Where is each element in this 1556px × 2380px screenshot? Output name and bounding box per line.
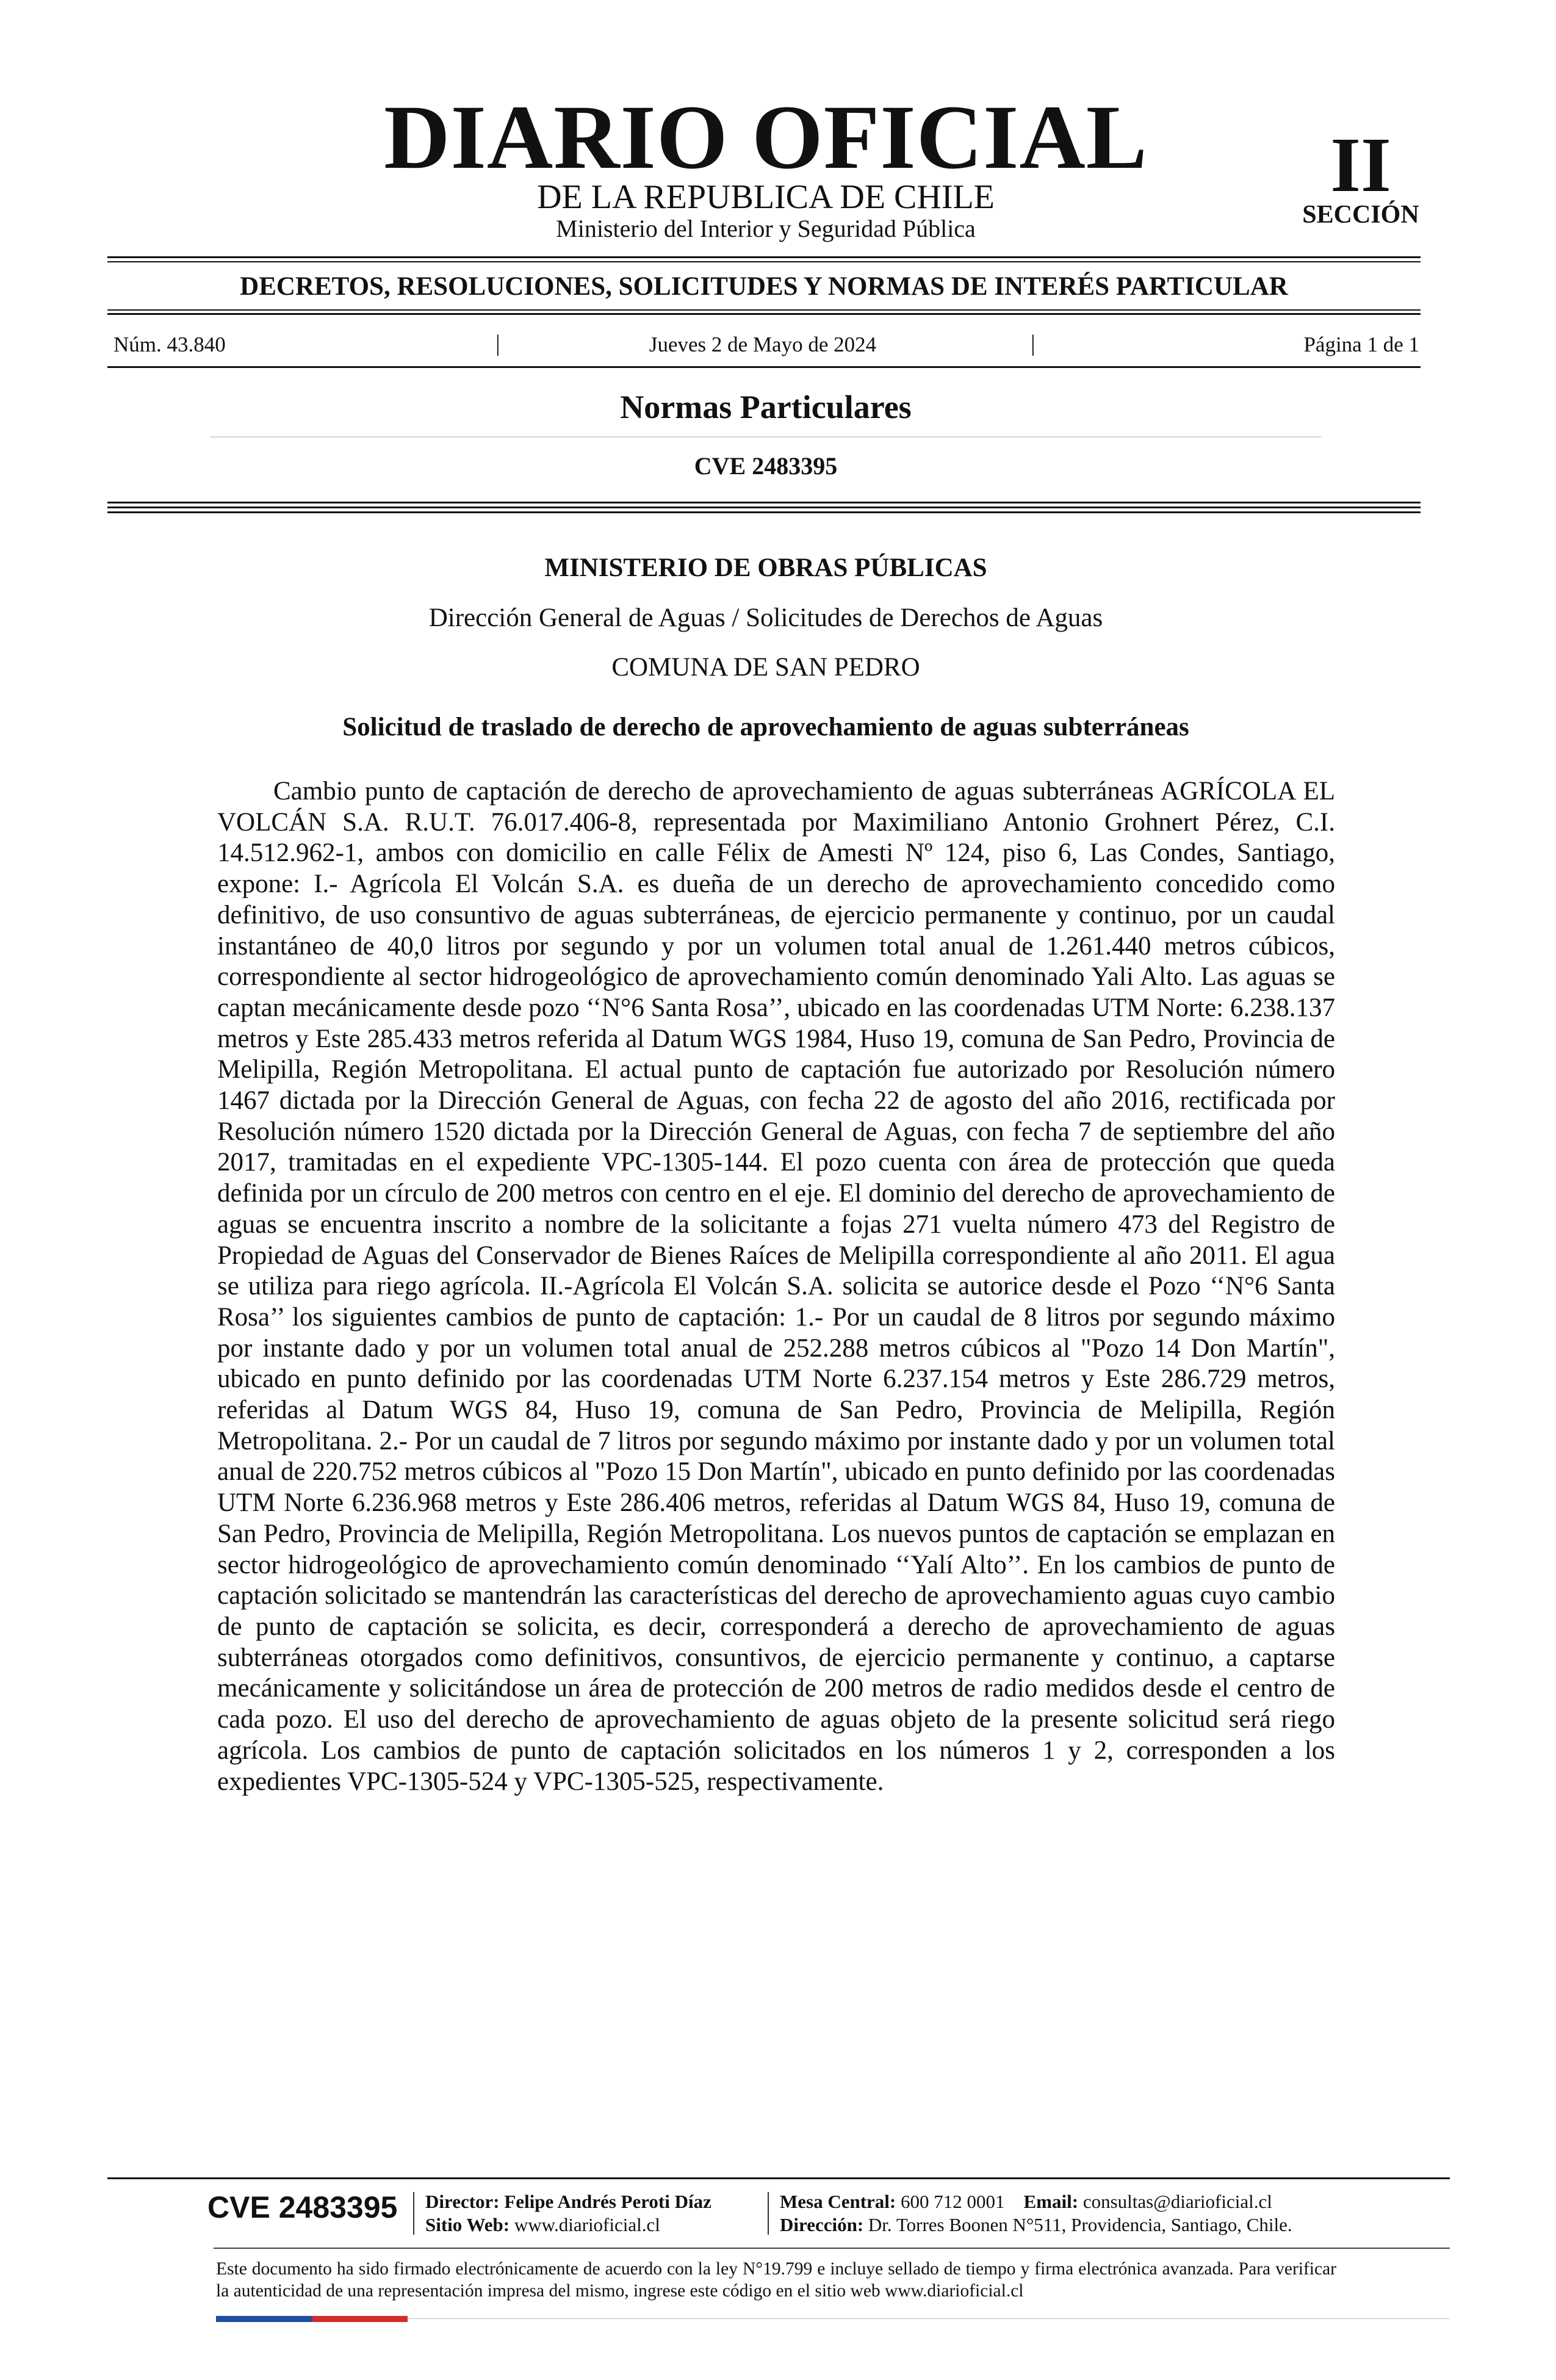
header-rule-2 (107, 507, 1421, 508)
ministry-heading: MINISTERIO DE OBRAS PÚBLICAS (544, 554, 987, 582)
issue-rule (107, 366, 1421, 368)
footer-separator (413, 2192, 414, 2235)
banner-rule-bottom-2 (107, 313, 1421, 315)
footer-director-name: Felipe Andrés Peroti Díaz (504, 2191, 711, 2212)
banner-rule-top-2 (107, 261, 1421, 262)
flag-stripe-red (312, 2316, 408, 2322)
footer-web-link[interactable]: www.diarioficial.cl (514, 2214, 660, 2235)
footer-director-label: Director: (425, 2191, 500, 2212)
section-number: II (1330, 121, 1391, 208)
masthead-ministry: Ministerio del Interior y Seguridad Pública (556, 215, 976, 242)
footer-address (780, 2214, 1292, 2236)
footer-central-phone: 600 712 0001 (901, 2191, 1005, 2212)
footer-separator (768, 2192, 769, 2235)
footer-address-text: Dr. Torres Boonen N°511, Providencia, Santiago, Chile. (868, 2214, 1292, 2235)
footer-email-link[interactable]: consultas@diarioficial.cl (1082, 2191, 1272, 2212)
footer-legal-notice: Este documento ha sido firmado electrónicamente de acuerdo con la ley N°19.799 e incluye sellado de tiempo y firma electrónica avanzada. Para verificar la autenticidad de una representación impresa del mismo, ingrese este código en el sitio web www.diarioficial.cl (216, 2259, 1336, 2301)
footer-divider (214, 2248, 1450, 2249)
issue-page: Página 1 de 1 (1303, 333, 1419, 356)
issue-date: Jueves 2 de Mayo de 2024 (649, 333, 877, 356)
header-rule-1 (107, 502, 1421, 503)
issue-number: Núm. 43.840 (113, 333, 226, 356)
cve-code: CVE 2483395 (694, 452, 838, 480)
banner-rule-top (107, 256, 1421, 258)
norm-type-heading: Normas Particulares (620, 389, 912, 425)
body-paragraph: Cambio punto de captación de derecho de aprovechamiento de aguas subterráneas AGRÍCOLA EL VOLCÁN S.A. R.U.T. 76.017.406-8, representada por Maximiliano Antonio Grohnert Pérez, C.I. 14.512.962-1, ambos con domicilio en calle Félix de Amesti Nº 124, piso 6, Las Condes, Santiago, expone: I.- Agrícola El Volcán S.A. es dueña de un derecho de aprovechamiento concedido como definitivo, de uso consuntivo de aguas subterráneas, de ejercicio permanente y continuo, por un caudal instantáneo de 40,0 litros por segundo y por un volumen total anual de 1.261.440 metros cúbicos, correspondiente al sector hidrogeológico de aprovechamiento común denominado Yali Alto. Las aguas se captan mecánicamente desde pozo ‘‘N°6 Santa Rosa’’, ubicado en las coordenadas UTM Norte: 6.238.137 metros y Este 285.433 metros referida al Datum WGS 1984, Huso 19, comuna de San Pedro, Provincia de Melipilla, Región Metropolitana. El actual punto de captación fue autorizado por Resolución número 1467 dictada por la Dirección General de Aguas, con fecha 22 de agosto del año 2016, rectificada por Resolución número 1520 dictada por la Dirección General de Aguas, con fecha 7 de septiembre del año 2017, tramitadas en el expediente VPC-1305-144. El pozo cuenta con área de protección que queda definida por un círculo de 200 metros con centro en el eje. El dominio del derecho de aprovechamiento de aguas se encuentra inscrito a nombre de la solicitante a fojas 271 vuelta número 473 del Registro de Propiedad de Aguas del Conservador de Bienes Raíces de Melipilla correspondiente al año 2011. El agua se utiliza para riego agrícola. II.-Agrícola El Volcán S.A. solicita se autorice desde el Pozo ‘‘N°6 Santa Rosa’’ los siguientes cambios de punto de captación: 1.- Por un caudal de 8 litros por segundo máximo por instante dado y por un volumen total anual de 252.288 metros cúbicos al "Pozo 14 Don Martín", ubicado en punto definido por las coordenadas UTM Norte 6.237.154 metros y Este 286.729 metros, referidas al Datum WGS 84, Huso 19, comuna de San Pedro, Provincia de Melipilla, Región Metropolitana. 2.- Por un caudal de 7 litros por segundo máximo por instante dado y por un volumen total anual de 220.752 metros cúbicos al "Pozo 15 Don Martín", ubicado en punto definido por las coordenadas UTM Norte 6.236.968 metros y Este 286.406 metros, referidas al Datum WGS 84, Huso 19, comuna de San Pedro, Provincia de Melipilla, Región Metropolitana. Los nuevos puntos de captación se emplazan en sector hidrogeológico de aprovechamiento común denominado ‘‘Yalí Alto’’. En los cambios de punto de captación solicitado se mantendrán las características del derecho de aprovechamiento aguas cuyo cambio de punto de captación se solicita, es decir, corresponderá a derecho de aprovechamiento de aguas subterráneas otorgados como definitivos, consuntivos, de ejercicio permanente y continuo, a captarse mecánicamente y solicitándose un área de protección de 200 metros de radio medidos desde el centro de cada pozo. El uso del derecho de aprovechamiento de aguas objeto de la presente solicitud será riego agrícola. Los cambios de punto de captación solicitados en los números 1 y 2, corresponden a los expedientes VPC-1305-524 y VPC-1305-525, respectivamente. (217, 777, 1335, 1796)
footer-central-label: Mesa Central: (780, 2191, 896, 2212)
masthead-subtitle: DE LA REPUBLICA DE CHILE (537, 178, 995, 216)
footer-director (425, 2191, 711, 2213)
issue-separator: | (495, 331, 500, 356)
footer-address-label: Dirección: (780, 2214, 864, 2235)
footer-bottom-rule (408, 2318, 1450, 2319)
masthead-title: DIARIO OFICIAL (384, 87, 1148, 188)
footer-cve-code: CVE 2483395 (207, 2190, 398, 2224)
footer-rule (107, 2177, 1450, 2179)
section-label: SECCIÓN (1302, 201, 1419, 229)
direction-heading: Dirección General de Aguas / Solicitudes de Derechos de Aguas (428, 604, 1103, 632)
footer-email-label: Email: (1023, 2191, 1079, 2212)
heading-divider (211, 436, 1321, 438)
flag-stripe-blue (216, 2316, 312, 2322)
document-title: Solicitud de traslado de derecho de aprovechamiento de aguas subterráneas (342, 713, 1189, 741)
issue-separator: | (1031, 331, 1036, 356)
banner-rule-bottom (107, 309, 1421, 311)
footer-web-label: Sitio Web: (425, 2214, 510, 2235)
commune-heading: COMUNA DE SAN PEDRO (611, 653, 920, 682)
footer-contact (780, 2191, 1272, 2213)
header-rule-3 (107, 511, 1421, 513)
footer-website (425, 2214, 660, 2236)
section-banner: DECRETOS, RESOLUCIONES, SOLICITUDES Y NORMAS DE INTERÉS PARTICULAR (240, 272, 1288, 301)
